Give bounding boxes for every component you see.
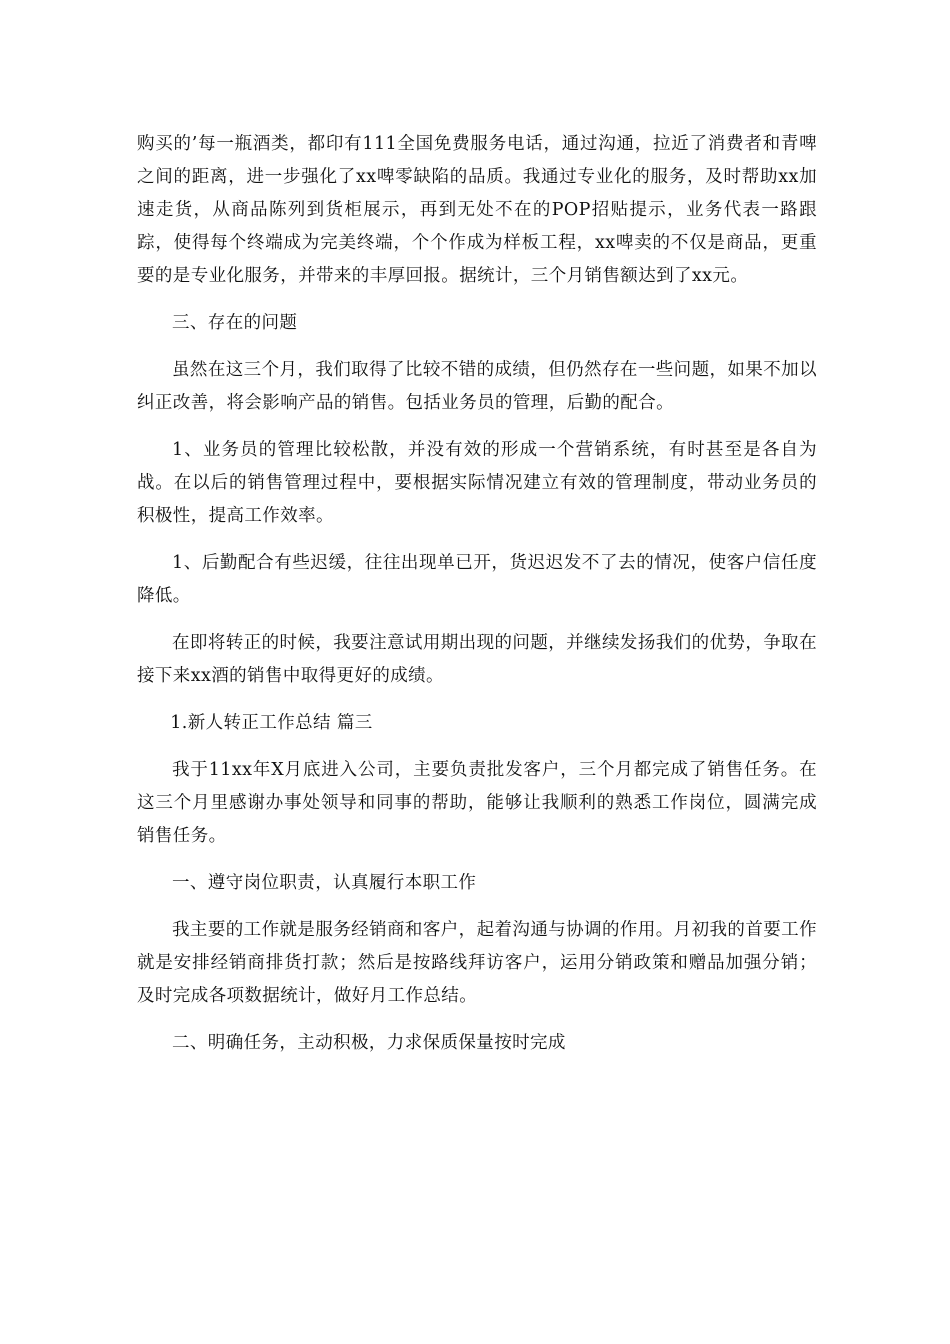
section-heading-problems: 三、存在的问题 bbox=[172, 313, 298, 333]
paragraph-conclusion: 在即将转正的时候，我要注意试用期出现的问题，并继续发扬我们的优势，争取在接下来xx酒的销售中取得更好的成绩。 bbox=[137, 633, 817, 686]
paragraph-problem-logistics: 1、后勤配合有些迟缓，往往出现单已开，货迟迟发不了去的情况，使客户信任度降低。 bbox=[137, 553, 817, 606]
section-heading-duties: 一、遵守岗位职责，认真履行本职工作 bbox=[172, 873, 477, 893]
article-heading-part-three: 1.新人转正工作总结 篇三 bbox=[170, 713, 373, 733]
section-heading-tasks: 二、明确任务，主动积极，力求保质保量按时完成 bbox=[172, 1033, 566, 1053]
paragraph-problem-management: 1、业务员的管理比较松散，并没有效的形成一个营销系统，有时甚至是各自为战。在以后的销售管理过程中，要根据实际情况建立有效的管理制度，带动业务员的积极性，提高工作效率。 bbox=[137, 440, 817, 526]
paragraph-sales-service: 购买的’每一瓶酒类，都印有111全国免费服务电话，通过沟通，拉近了消费者和青啤之间的距离，进一步强化了xx啤零缺陷的品质。我通过专业化的服务，及时帮助xx加速走货，从商品陈列到货柜展示，再到无处不在的POP招贴提示，业务代表一路跟踪，使得每个终端成为完美终端，个个作成为样板工程，xx啤卖的不仅是商品，更重要的是专业化服务，并带来的丰厚回报。据统计，三个月销售额达到了xx元。 bbox=[137, 134, 817, 286]
paragraph-main-work: 我主要的工作就是服务经销商和客户，起着沟通与协调的作用。月初我的首要工作就是安排经销商排货打款；然后是按路线拜访客户，运用分销政策和赠品加强分销；及时完成各项数据统计，做好月工作总结。 bbox=[137, 920, 817, 1006]
document-page bbox=[137, 128, 817, 1060]
paragraph-joining-company: 我于11xx年X月底进入公司，主要负责批发客户，三个月都完成了销售任务。在这三个月里感谢办事处领导和同事的帮助，能够让我顺利的熟悉工作岗位，圆满完成销售任务。 bbox=[137, 760, 817, 846]
paragraph-problems-intro: 虽然在这三个月，我们取得了比较不错的成绩，但仍然存在一些问题，如果不加以纠正改善，将会影响产品的销售。包括业务员的管理，后勤的配合。 bbox=[137, 360, 817, 413]
